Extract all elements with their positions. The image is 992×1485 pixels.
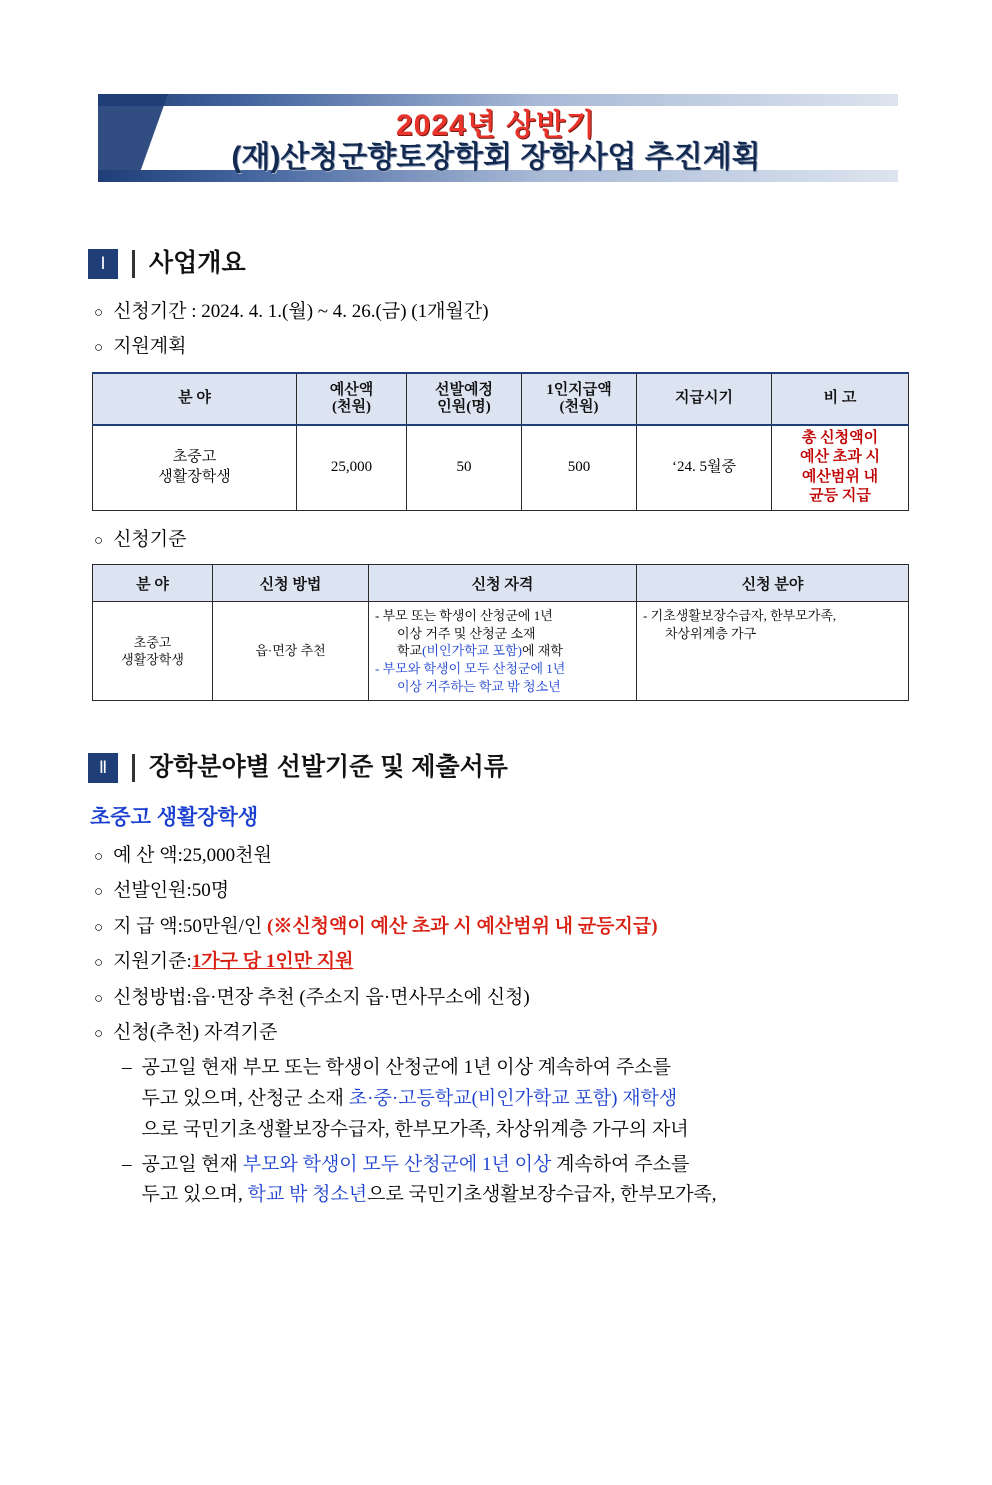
section-1-heading [88, 249, 904, 279]
th-budget-unit: (천원) [332, 398, 371, 415]
cell-count: 50 [407, 425, 522, 511]
item-payment-label: 지 급 액 [113, 915, 178, 937]
th-field: 분 야 [93, 565, 213, 602]
item-budget-sep: : [177, 845, 183, 867]
item-payment-note: (※신청액이 예산 초과 시 예산범위 내 균등지급) [267, 915, 658, 937]
th-budget-label: 예산액 [329, 381, 374, 398]
item-support-standard-label: 지원기준 [113, 951, 187, 973]
remark-line1: 총 신청액이 [801, 429, 879, 446]
document-header-banner [88, 82, 904, 197]
qual-line-5: 이상 거주하는 학교 밖 청소년 [397, 678, 561, 694]
p1-line-1: 공고일 현재 부모 또는 학생이 산청군에 1년 이상 계속하여 주소를 [141, 1057, 671, 1079]
bullet-circle-icon: ○ [94, 955, 104, 972]
area-line-1: - 기초생활보장수급자, 한부모가족, [643, 608, 837, 624]
p2-line-1-blue: 부모와 학생이 모두 산청군에 1년 이상 [242, 1153, 557, 1175]
qual-line-4: - 부모와 학생이 모두 산청군에 1년 [375, 660, 566, 676]
th-count [407, 373, 522, 425]
item-support-standard-sep: : [186, 951, 192, 973]
criteria-table [92, 564, 909, 701]
th-per-person-unit: (천원) [559, 398, 599, 415]
item-support-standard-value: 1가구 당 1인만 지원 [191, 951, 354, 973]
th-remark: 비 고 [772, 373, 909, 425]
qual-line-3-blue: (비인가학교 포함) [422, 643, 522, 659]
th-area: 신청 분야 [637, 565, 909, 602]
bullet-circle-icon: ○ [94, 884, 104, 901]
cell-qualification [369, 602, 637, 701]
item-count [94, 876, 904, 906]
support-plan-text: 지원계획 [113, 336, 187, 358]
bullet-circle-icon: ○ [94, 305, 104, 321]
item-count-value: 50명 [191, 880, 230, 902]
p2-line-1 [142, 1150, 717, 1181]
p2-line-2-a: 두고 있으며, [141, 1184, 248, 1206]
p2-line-2-blue: 학교 밖 청소년 [247, 1184, 368, 1206]
item-qualification-heading [94, 1018, 904, 1048]
cell-per-person: 500 [522, 425, 637, 511]
item-payment [94, 912, 904, 942]
table-header-row [93, 373, 909, 425]
cell-method: 읍·면장 추천 [213, 602, 369, 701]
qualification-paragraph-2-text [142, 1150, 717, 1212]
p1-line-2-blue: 초·중·고등학교(비인가학교 포함) 재학생 [348, 1088, 678, 1110]
document-page [0, 82, 992, 1485]
application-period-line [94, 297, 904, 326]
th-qualification: 신청 자격 [369, 565, 637, 602]
header-title-line2: (재)산청군향토장학회 장학사업 추진계획 [231, 141, 761, 174]
criteria-line [94, 525, 904, 554]
qualification-paragraph-2 [122, 1150, 904, 1212]
th-count-label: 선발예정 [435, 381, 493, 398]
p2-line-2 [142, 1180, 717, 1211]
item-support-standard [94, 947, 904, 977]
qual-line-1: - 부모 또는 학생이 산청군에 1년 [375, 608, 553, 624]
header-title-line1: 2024년 상반기 [396, 109, 596, 142]
item-apply-method-label: 신청방법 [113, 986, 187, 1008]
th-per-person [522, 373, 637, 425]
cell-area [637, 602, 909, 701]
section-2-subtitle: 초중고 생활장학생 [90, 806, 259, 830]
p1-line-2 [142, 1084, 689, 1115]
item-apply-method-sep: : [186, 986, 192, 1008]
qual-line-3-tail: 에 재학 [521, 643, 563, 659]
bullet-circle-icon: ○ [94, 849, 104, 866]
bullet-circle-icon: ○ [94, 532, 104, 549]
qual-line-2: 이상 거주 및 산청군 소재 [397, 625, 536, 641]
item-payment-value: 50만원/인 [182, 915, 263, 937]
bullet-circle-icon: ○ [94, 340, 104, 357]
remark-line2: 예산 초과 시 [800, 449, 880, 466]
item-count-label: 선발인원 [113, 880, 187, 902]
qual-line-3 [375, 642, 630, 660]
section-1-title: 사업개요 [132, 250, 246, 278]
bullet-circle-icon: ○ [94, 919, 104, 936]
p2-line-1-b: 계속하여 주소를 [556, 1153, 690, 1175]
cell-field-line1: 초중고 [172, 449, 217, 466]
table-header-row [93, 565, 909, 602]
bullet-circle-icon: ○ [94, 1026, 104, 1042]
th-per-person-label: 1인지급액 [546, 381, 612, 398]
item-qualification-label: 신청(추천) 자격기준 [113, 1022, 278, 1043]
cell-pay-time: ‘24. 5월중 [637, 425, 772, 511]
item-budget [94, 841, 904, 871]
cell-field [93, 425, 297, 511]
table-row [93, 602, 909, 701]
qualification-paragraph-1 [122, 1053, 904, 1145]
area-line-2: 차상위계층 가구 [665, 625, 757, 641]
cell-remark [772, 425, 909, 511]
qual-line-3-a: 학교 [397, 643, 423, 659]
remark-line3: 예산범위 내 [801, 468, 879, 485]
section-2-title: 장학분야별 선발기준 및 제출서류 [132, 754, 508, 782]
cell-field-line2: 생활장학생 [121, 652, 184, 668]
p1-line-3: 으로 국민기초생활보장수급자, 한부모가족, 차상위계층 가구의 자녀 [141, 1118, 689, 1140]
item-payment-sep: : [177, 915, 183, 937]
th-method: 신청 방법 [213, 565, 369, 602]
qualification-paragraph-1-text [142, 1053, 689, 1145]
item-apply-method [94, 983, 904, 1013]
item-count-sep: : [186, 880, 192, 902]
item-budget-label: 예 산 액 [113, 845, 178, 867]
support-plan-table [92, 372, 909, 511]
section-2-number: Ⅱ [88, 753, 118, 783]
p1-line-2-a: 두고 있으며, 산청군 소재 [141, 1088, 349, 1110]
cell-field-line1: 초중고 [133, 634, 172, 650]
p2-line-2-b: 으로 국민기초생활보장수급자, 한부모가족, [367, 1184, 717, 1206]
dash-icon: – [122, 1057, 132, 1079]
th-pay-time: 지급시기 [637, 373, 772, 425]
item-apply-method-value: 읍·면장 추천 (주소지 읍·면사무소에 신청) [191, 986, 530, 1008]
cell-field [93, 602, 213, 701]
cell-field-line2: 생활장학생 [158, 468, 231, 485]
th-field: 분 야 [93, 373, 297, 425]
item-budget-value: 25,000천원 [182, 845, 272, 867]
application-period-text: 신청기간 : 2024. 4. 1.(월) ~ 4. 26.(금) (1개월간) [113, 301, 489, 322]
section-2-heading [88, 753, 904, 783]
p2-line-1-a: 공고일 현재 [141, 1153, 243, 1175]
th-budget [297, 373, 407, 425]
bullet-circle-icon: ○ [94, 990, 104, 1007]
table-row [93, 425, 909, 511]
dash-icon: – [122, 1153, 132, 1175]
cell-budget: 25,000 [297, 425, 407, 511]
section-1-number: Ⅰ [88, 249, 118, 279]
criteria-text: 신청기준 [113, 528, 187, 550]
th-count-unit: 인원(명) [437, 398, 491, 415]
support-plan-line [94, 332, 904, 361]
remark-line4: 균등 지급 [809, 488, 871, 505]
